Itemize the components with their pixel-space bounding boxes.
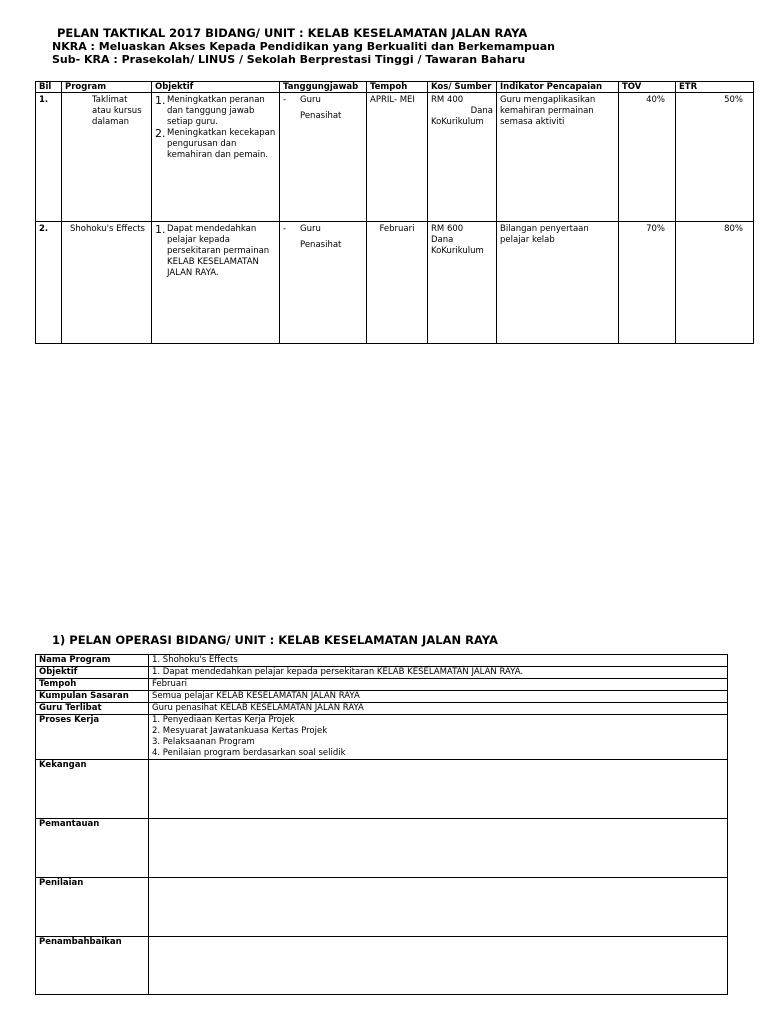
nama-program-value: 1. Shohoku's Effects [149,655,728,667]
penambahbaikan-value [149,937,728,995]
table-header-row [36,82,754,93]
col-header-etr: ETR [676,82,754,93]
col-header-objektif: Objektif [152,82,280,93]
col-header-kos-sumber: Kos/ Sumber [428,82,497,93]
objektif-value: 1. Dapat mendedahkan pelajar kepada persekitaran KELAB KESELAMATAN JALAN RAYA. [149,667,728,679]
responsibility-cell: - Guru Penasihat [280,222,367,344]
proses-step: 4. Penilaian program berdasarkan soal selidik [152,748,346,758]
table-row [36,703,728,715]
period-cell: APRIL- MEI [367,93,428,222]
proses-kerja-label: Proses Kerja [36,715,149,760]
col-header-indikator: Indikator Pencapaian [497,82,619,93]
kumpulan-sasaran-value: Semua pelajar KELAB KESELAMATAN JALAN RAYA [149,691,728,703]
period-cell: Februari [367,222,428,344]
objective-item: 1. Meningkatkan peranan dan tanggung jawab setiap guru. [155,94,265,127]
proses-kerja-steps [149,715,728,760]
row-number: 2. [36,222,62,344]
program-cell: Shohoku's Effects [62,222,152,344]
table-row [36,819,728,878]
table-row [36,760,728,819]
col-header-bil: Bil [36,82,62,93]
table-row [36,691,728,703]
kekangan-label: Kekangan [36,760,149,819]
proses-step: 2. Mesyuarat Jawatankuasa Kertas Projek [152,726,328,736]
table-row [36,667,728,679]
proses-step: 3. Pelaksaanan Program [152,737,255,747]
indicator-cell: Guru mengaplikasikan kemahiran permainan semasa aktiviti [497,93,619,222]
table-row [36,222,754,344]
tactical-plan-table [35,81,754,344]
kekangan-value [149,760,728,819]
kumpulan-sasaran-label: Kumpulan Sasaran [36,691,149,703]
guru-terlibat-label: Guru Terlibat [36,703,149,715]
objective-item: 2. Meningkatkan kecekapan pengurusan dan kemahiran dan pemain. [155,127,276,160]
objektif-label: Objektif [36,667,149,679]
pemantauan-value [149,819,728,878]
cost-cell: RM 600 Dana KoKurikulum [428,222,497,344]
tov-cell: 40% [619,93,676,222]
table-row [36,937,728,995]
program-cell: Taklimat atau kursus dalaman [62,93,152,222]
sub-kra-line: Sub- KRA : Prasekolah/ LINUS / Sekolah Berprestasi Tinggi / Tawaran Baharu [52,53,526,66]
col-header-tempoh: Tempoh [367,82,428,93]
responsibility-cell: - Guru Penasihat [280,93,367,222]
nkra-line: NKRA : Meluaskan Akses Kepada Pendidikan yang Berkualiti dan Berkemampuan [52,40,555,53]
col-header-tov: TOV [619,82,676,93]
cost-cell: RM 400 Dana KoKurikulum [428,93,497,222]
document-title: PELAN TAKTIKAL 2017 BIDANG/ UNIT : KELAB KESELAMATAN JALAN RAYA [57,26,528,40]
table-row [36,655,728,667]
tempoh-value: Februari [149,679,728,691]
objective-item: 1. Dapat mendedahkan pelajar kepada persekitaran permainan KELAB KESELAMATAN JALAN RAYA. [155,223,270,278]
objective-cell [152,222,280,344]
indicator-cell: Bilangan penyertaan pelajar kelab [497,222,619,344]
proses-step: 1. Penyediaan Kertas Kerja Projek [152,715,295,725]
tov-cell: 70% [619,222,676,344]
guru-terlibat-value: Guru penasihat KELAB KESELAMATAN JALAN RAYA [149,703,728,715]
table-row [36,715,728,760]
nama-program-label: Nama Program [36,655,149,667]
penambahbaikan-label: Penambahbaikan [36,937,149,995]
table-row [36,93,754,222]
operation-plan-title: 1) PELAN OPERASI BIDANG/ UNIT : KELAB KESELAMATAN JALAN RAYA [52,633,498,647]
col-header-tanggungjawab: Tanggungjawab [280,82,367,93]
pemantauan-label: Pemantauan [36,819,149,878]
col-header-program: Program [62,82,152,93]
etr-cell: 80% [676,222,754,344]
penilaian-label: Penilaian [36,878,149,937]
table-row [36,679,728,691]
table-row [36,878,728,937]
operation-plan-table [35,654,728,995]
objective-cell [152,93,280,222]
penilaian-value [149,878,728,937]
tempoh-label: Tempoh [36,679,149,691]
row-number: 1. [36,93,62,222]
etr-cell: 50% [676,93,754,222]
